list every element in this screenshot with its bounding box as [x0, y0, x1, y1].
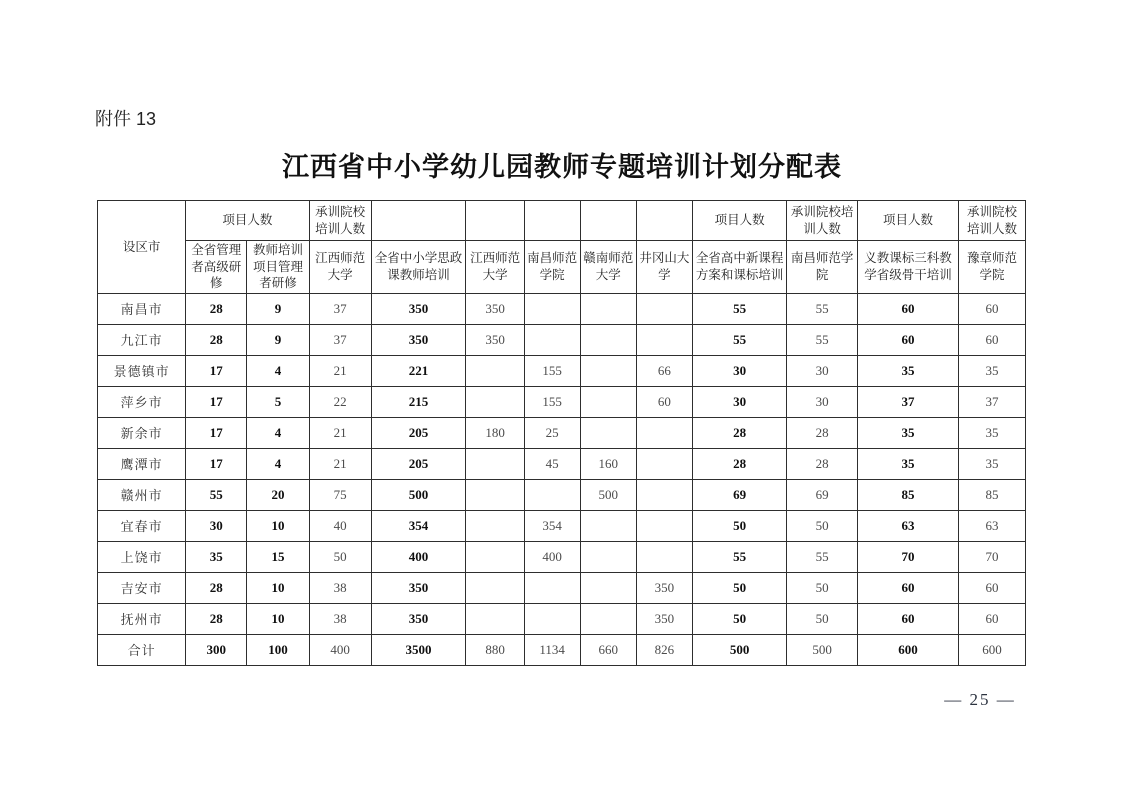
value-cell: 28	[692, 417, 787, 448]
value-cell: 400	[371, 541, 466, 572]
value-cell	[637, 448, 693, 479]
city-cell: 合计	[98, 634, 186, 665]
value-cell: 354	[371, 510, 466, 541]
allocation-table	[97, 200, 1026, 666]
value-cell: 30	[186, 510, 247, 541]
value-cell	[580, 386, 637, 417]
city-cell: 九江市	[98, 324, 186, 355]
value-cell: 37	[309, 293, 371, 324]
value-cell: 28	[186, 572, 247, 603]
header-jxnu-1: 江西师范大学	[309, 241, 371, 294]
header-yznu: 豫章师范学院	[959, 241, 1026, 294]
value-cell	[466, 541, 524, 572]
header-empty-cell	[466, 201, 524, 241]
value-cell: 600	[857, 634, 958, 665]
value-cell: 37	[309, 324, 371, 355]
value-cell: 60	[857, 572, 958, 603]
city-cell: 赣州市	[98, 479, 186, 510]
value-cell: 215	[371, 386, 466, 417]
value-cell: 10	[247, 572, 309, 603]
value-cell: 50	[787, 510, 858, 541]
value-cell	[637, 479, 693, 510]
value-cell: 85	[857, 479, 958, 510]
value-cell: 4	[247, 448, 309, 479]
value-cell: 55	[692, 293, 787, 324]
value-cell: 354	[524, 510, 580, 541]
value-cell: 17	[186, 355, 247, 386]
value-cell	[524, 293, 580, 324]
header-group-project-count-2: 项目人数	[692, 201, 787, 241]
value-cell: 350	[371, 603, 466, 634]
value-cell: 160	[580, 448, 637, 479]
value-cell: 21	[309, 355, 371, 386]
value-cell: 30	[787, 386, 858, 417]
value-cell: 17	[186, 386, 247, 417]
value-cell	[466, 355, 524, 386]
value-cell: 60	[959, 603, 1026, 634]
value-cell: 60	[857, 603, 958, 634]
page-title: 江西省中小学幼儿园教师专题培训计划分配表	[282, 152, 842, 182]
value-cell: 50	[787, 603, 858, 634]
attachment-label: 附件 13	[95, 109, 157, 129]
value-cell	[580, 355, 637, 386]
header-empty-cell	[580, 201, 637, 241]
value-cell	[466, 510, 524, 541]
value-cell: 35	[186, 541, 247, 572]
value-cell: 50	[692, 572, 787, 603]
value-cell	[466, 479, 524, 510]
value-cell: 30	[692, 355, 787, 386]
value-cell	[580, 293, 637, 324]
value-cell: 350	[637, 603, 693, 634]
value-cell	[466, 386, 524, 417]
value-cell: 10	[247, 603, 309, 634]
value-cell: 15	[247, 541, 309, 572]
header-jgsu: 井冈山大学	[637, 241, 693, 294]
value-cell: 70	[857, 541, 958, 572]
value-cell: 500	[692, 634, 787, 665]
value-cell: 17	[186, 448, 247, 479]
value-cell: 60	[637, 386, 693, 417]
value-cell: 28	[787, 448, 858, 479]
value-cell: 600	[959, 634, 1026, 665]
value-cell: 350	[371, 324, 466, 355]
value-cell	[524, 603, 580, 634]
value-cell: 20	[247, 479, 309, 510]
value-cell: 85	[959, 479, 1026, 510]
value-cell	[524, 572, 580, 603]
value-cell: 38	[309, 603, 371, 634]
value-cell: 826	[637, 634, 693, 665]
value-cell	[637, 324, 693, 355]
city-cell: 南昌市	[98, 293, 186, 324]
value-cell	[580, 324, 637, 355]
city-cell: 抚州市	[98, 603, 186, 634]
value-cell: 350	[466, 293, 524, 324]
value-cell: 50	[692, 510, 787, 541]
value-cell: 500	[787, 634, 858, 665]
header-jxnu-2: 江西师范大学	[466, 241, 524, 294]
header-group-institution-count-3: 承训院校培训人数	[959, 201, 1026, 241]
value-cell: 180	[466, 417, 524, 448]
value-cell: 55	[692, 541, 787, 572]
value-cell: 10	[247, 510, 309, 541]
header-top-row	[98, 201, 1026, 241]
value-cell: 4	[247, 417, 309, 448]
value-cell: 69	[787, 479, 858, 510]
value-cell	[580, 603, 637, 634]
value-cell: 50	[787, 572, 858, 603]
value-cell: 30	[787, 355, 858, 386]
value-cell: 35	[857, 417, 958, 448]
value-cell	[580, 541, 637, 572]
city-cell: 鹰潭市	[98, 448, 186, 479]
header-group-institution-count-2: 承训院校培训人数	[787, 201, 858, 241]
table-row	[98, 479, 1026, 510]
value-cell: 55	[787, 324, 858, 355]
value-cell	[466, 572, 524, 603]
table-row	[98, 541, 1026, 572]
value-cell: 205	[371, 417, 466, 448]
page-number: — 25 —	[944, 690, 1016, 709]
table-row	[98, 603, 1026, 634]
header-empty-cell	[637, 201, 693, 241]
value-cell: 21	[309, 448, 371, 479]
value-cell: 60	[959, 293, 1026, 324]
value-cell: 350	[637, 572, 693, 603]
value-cell	[637, 417, 693, 448]
table-row	[98, 355, 1026, 386]
value-cell: 155	[524, 355, 580, 386]
value-cell: 55	[787, 541, 858, 572]
header-ideology-teacher-training: 全省中小学思政课教师培训	[371, 241, 466, 294]
value-cell: 22	[309, 386, 371, 417]
table-row	[98, 448, 1026, 479]
value-cell: 38	[309, 572, 371, 603]
header-highschool-curriculum-training: 全省高中新课程方案和课标培训	[692, 241, 787, 294]
value-cell: 60	[959, 324, 1026, 355]
value-cell: 40	[309, 510, 371, 541]
value-cell	[524, 324, 580, 355]
header-ncnu-2: 南昌师范学院	[787, 241, 858, 294]
value-cell: 50	[692, 603, 787, 634]
value-cell: 35	[959, 417, 1026, 448]
value-cell: 69	[692, 479, 787, 510]
city-cell: 萍乡市	[98, 386, 186, 417]
value-cell	[466, 448, 524, 479]
value-cell	[637, 293, 693, 324]
value-cell: 9	[247, 293, 309, 324]
value-cell: 300	[186, 634, 247, 665]
value-cell: 660	[580, 634, 637, 665]
value-cell: 37	[959, 386, 1026, 417]
value-cell: 155	[524, 386, 580, 417]
value-cell: 880	[466, 634, 524, 665]
value-cell: 28	[692, 448, 787, 479]
value-cell	[580, 510, 637, 541]
value-cell	[524, 479, 580, 510]
city-cell: 吉安市	[98, 572, 186, 603]
value-cell: 205	[371, 448, 466, 479]
value-cell: 70	[959, 541, 1026, 572]
value-cell: 17	[186, 417, 247, 448]
header-region: 设区市	[98, 201, 186, 294]
value-cell: 45	[524, 448, 580, 479]
value-cell: 3500	[371, 634, 466, 665]
header-empty-cell	[371, 201, 466, 241]
header-group-project-count-3: 项目人数	[857, 201, 958, 241]
value-cell: 400	[524, 541, 580, 572]
header-project-manager-training: 教师培训项目管理者研修	[247, 241, 309, 294]
header-sub-row	[98, 241, 1026, 294]
value-cell	[637, 541, 693, 572]
value-cell: 35	[857, 355, 958, 386]
value-cell: 350	[371, 572, 466, 603]
value-cell: 400	[309, 634, 371, 665]
city-cell: 上饶市	[98, 541, 186, 572]
value-cell: 37	[857, 386, 958, 417]
value-cell	[637, 510, 693, 541]
value-cell: 60	[857, 293, 958, 324]
value-cell: 5	[247, 386, 309, 417]
value-cell: 350	[371, 293, 466, 324]
header-gnnu: 赣南师范大学	[580, 241, 637, 294]
value-cell: 30	[692, 386, 787, 417]
value-cell: 55	[692, 324, 787, 355]
value-cell: 35	[857, 448, 958, 479]
table-row	[98, 386, 1026, 417]
value-cell: 500	[580, 479, 637, 510]
value-cell: 60	[857, 324, 958, 355]
header-group-institution-count-1: 承训院校培训人数	[309, 201, 371, 241]
value-cell: 350	[466, 324, 524, 355]
value-cell: 66	[637, 355, 693, 386]
value-cell: 75	[309, 479, 371, 510]
value-cell: 35	[959, 448, 1026, 479]
table-row	[98, 293, 1026, 324]
value-cell: 60	[959, 572, 1026, 603]
table-row	[98, 324, 1026, 355]
value-cell: 28	[186, 293, 247, 324]
table-row	[98, 417, 1026, 448]
table-row	[98, 510, 1026, 541]
value-cell: 25	[524, 417, 580, 448]
value-cell	[580, 572, 637, 603]
value-cell: 28	[186, 324, 247, 355]
value-cell: 4	[247, 355, 309, 386]
city-cell: 新余市	[98, 417, 186, 448]
header-provincial-manager-training: 全省管理者高级研修	[186, 241, 247, 294]
value-cell: 55	[186, 479, 247, 510]
header-ncnu-1: 南昌师范学院	[524, 241, 580, 294]
value-cell: 63	[959, 510, 1026, 541]
value-cell: 1134	[524, 634, 580, 665]
value-cell: 50	[309, 541, 371, 572]
table-body	[98, 293, 1026, 665]
value-cell: 100	[247, 634, 309, 665]
value-cell: 55	[787, 293, 858, 324]
value-cell: 28	[787, 417, 858, 448]
value-cell: 63	[857, 510, 958, 541]
value-cell: 9	[247, 324, 309, 355]
table-row	[98, 634, 1026, 665]
value-cell: 21	[309, 417, 371, 448]
value-cell: 221	[371, 355, 466, 386]
header-empty-cell	[524, 201, 580, 241]
value-cell	[466, 603, 524, 634]
header-group-project-count-1: 项目人数	[186, 201, 309, 241]
value-cell: 28	[186, 603, 247, 634]
table-row	[98, 572, 1026, 603]
table-header	[98, 201, 1026, 294]
city-cell: 宜春市	[98, 510, 186, 541]
city-cell: 景德镇市	[98, 355, 186, 386]
value-cell	[580, 417, 637, 448]
value-cell: 500	[371, 479, 466, 510]
header-backbone-training: 义教课标三科教学省级骨干培训	[857, 241, 958, 294]
value-cell: 35	[959, 355, 1026, 386]
